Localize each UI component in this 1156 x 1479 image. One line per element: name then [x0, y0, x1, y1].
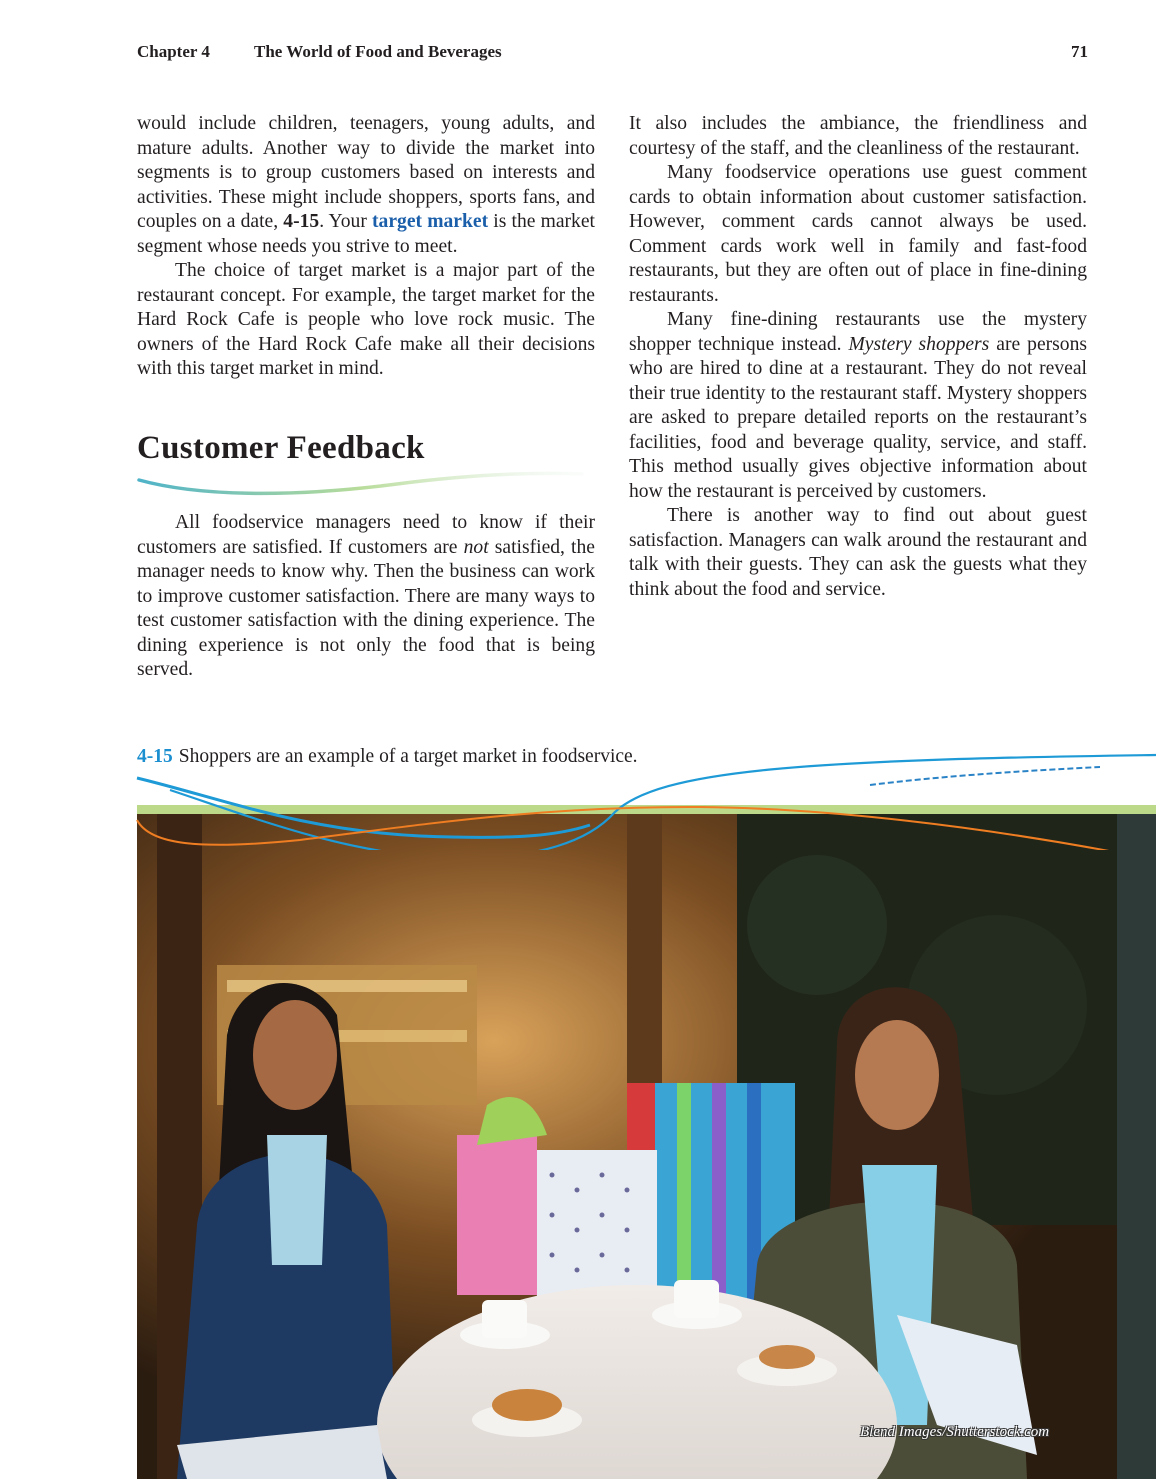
heading-swoosh-decoration	[137, 466, 587, 502]
running-head	[137, 42, 1088, 64]
figure-photo	[137, 805, 1156, 1479]
paragraph: Many foodservice operations use guest comment cards to obtain information about customer satisfaction. However, comment cards cannot always be used. Comment cards work well in family and fast-food restaurants, but they are often out of place in fine-dining restaurants.	[629, 162, 1087, 306]
paragraph: There is another way to find out about guest satisfaction. Managers can walk around the restaurant and talk with their guests. They can ask the guests what they think about the food and service.	[629, 505, 1087, 600]
section-heading-block	[137, 430, 587, 502]
decorative-swoosh-lines	[0, 740, 1156, 850]
left-column-upper	[137, 112, 595, 382]
paragraph: Many fine-dining restaurants use the mystery shopper technique instead. Mystery shoppers are persons who are hired to dine at a restaurant. They do not reveal their true identity to the restaurant staff. Mystery shoppers are asked to prepare detailed reports on the restaurant’s facilities, food and beverage quality, service, and staff. This method usually gives objective information about how the restaurant is perceived by customers.	[629, 309, 1088, 502]
paragraph: would include children, teenagers, young adults, and mature adults. Another way to divide the market into segments is to group customers based on interests and activities. These might include shoppers, sports fans, and couples on a date, 4-15. Your target market is the market segment whose needs you strive to meet.	[137, 113, 595, 257]
key-term: target market	[372, 211, 489, 232]
page-number: 71	[1071, 42, 1088, 61]
right-column	[629, 112, 1087, 602]
chapter-title: The World of Food and Beverages	[254, 42, 502, 61]
emphasis: not	[463, 536, 489, 558]
cafe-photo-illustration	[137, 805, 1156, 1479]
figure-reference: 4-15	[283, 211, 320, 232]
photo-credit: Blend Images/Shutterstock.com	[860, 1424, 1050, 1440]
section-heading: Customer Feedback	[137, 430, 425, 466]
paragraph: All foodservice managers need to know if their customers are satisfied. If customers are not satisfied, the manager needs to know why. Then the business can work to improve customer satisfaction. There are many ways to test customer satisfaction with the dining experience. The dining experience is not only the food that is being served.	[137, 512, 595, 680]
caption-text: Shoppers are an example of a target market in foodservice.	[178, 746, 638, 767]
left-column-lower	[137, 511, 595, 683]
figure-number: 4-15	[137, 746, 173, 767]
italic-term: Mystery shoppers	[848, 333, 990, 355]
paragraph: It also includes the ambiance, the friendliness and courtesy of the staff, and the cleanliness of the restaurant.	[629, 113, 1087, 159]
chapter-label: Chapter 4	[137, 42, 210, 61]
paragraph: The choice of target market is a major part of the restaurant concept. For example, the target market for the Hard Rock Cafe is people who love rock music. The owners of the Hard Rock Cafe make all their decisions with this target market in mind.	[137, 260, 595, 379]
